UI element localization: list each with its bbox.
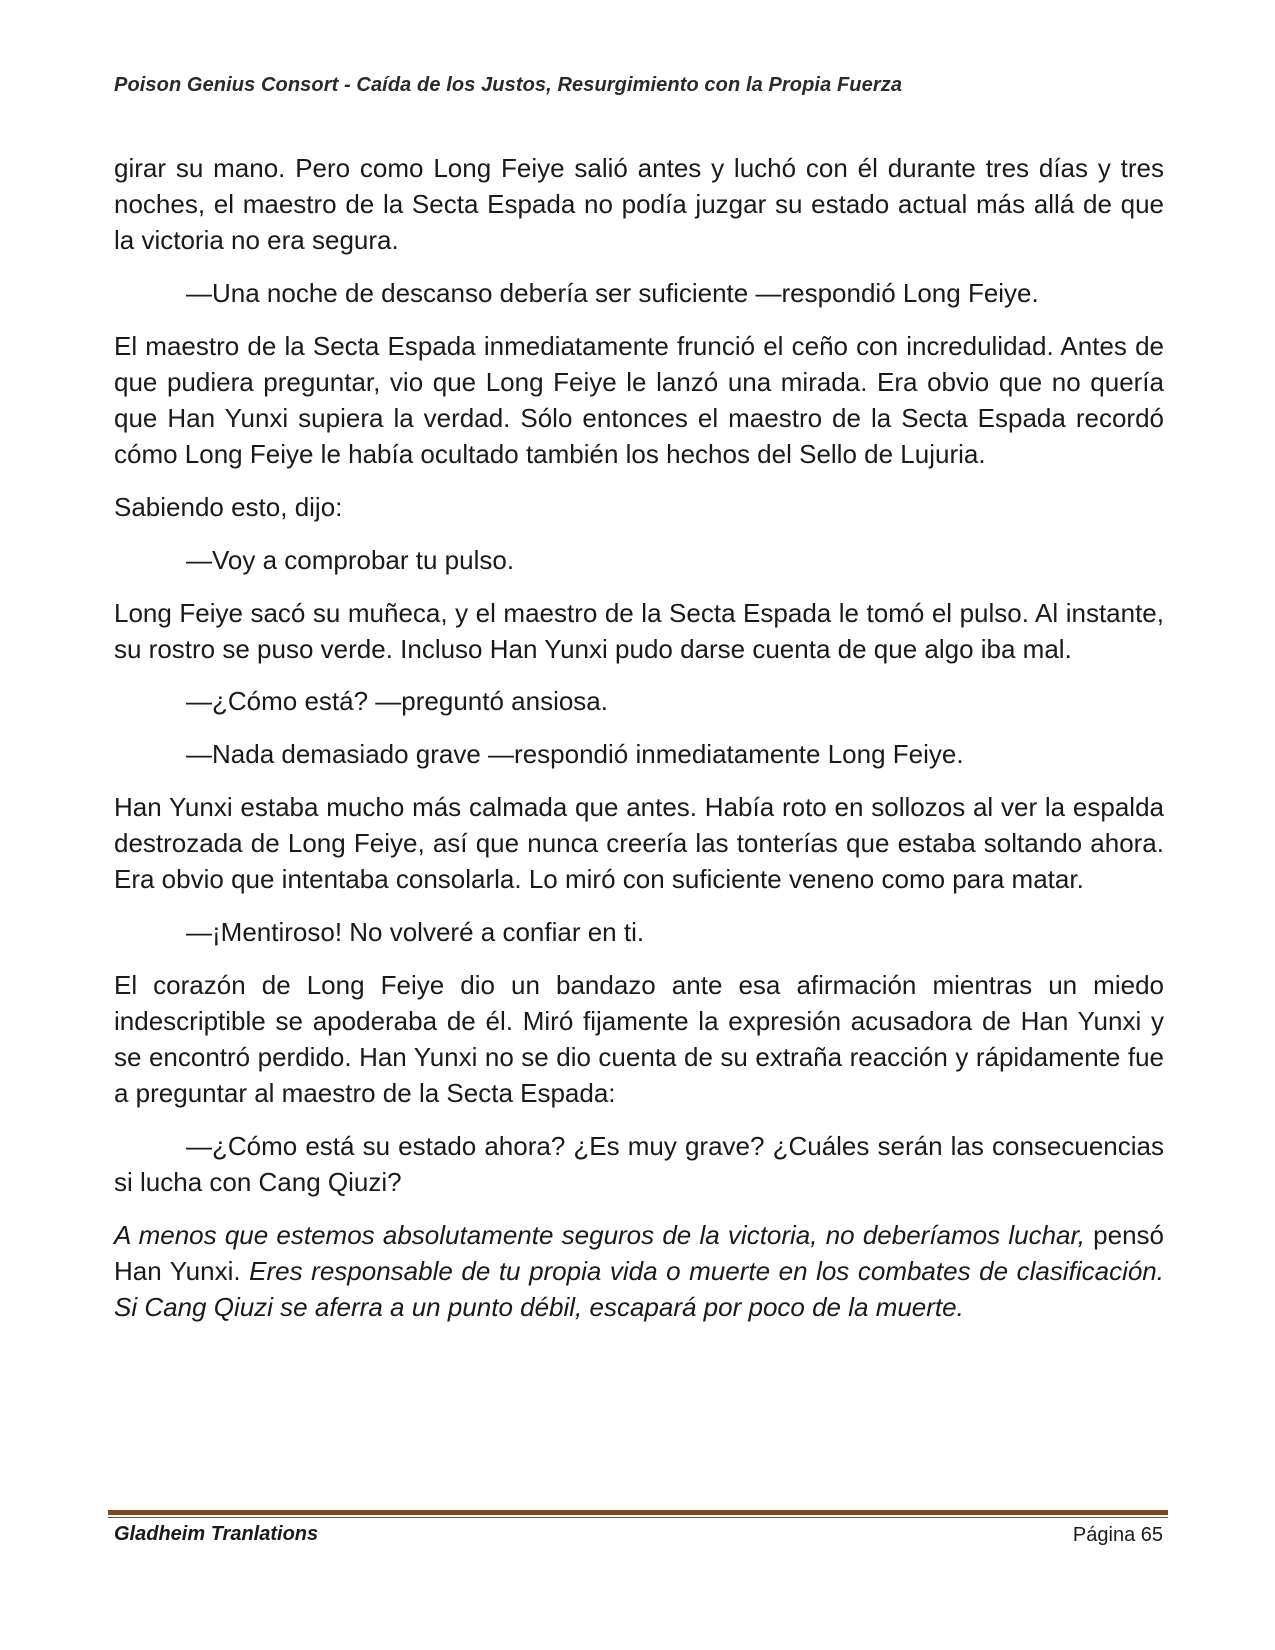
paragraph: Long Feiye sacó su muñeca, y el maestro de la Secta Espada le tomó el pulso. Al instante, su rostro se puso verde. Incluso Han Yunxi pudo darse cuenta de que algo iba mal. [114,597,1164,664]
paragraph: El maestro de la Secta Espada inmediatamente frunció el ceño con incredulidad. Antes de que pudiera preguntar, vio que Long Feiye le lanzó una mirada. Era obvio que no quería que Han Yunxi supiera la verdad. Sólo entonces el maestro de la Secta Espada recordó cómo Long Feiye le había ocultado también los hechos del Sello de Lujuria. [114,330,1164,470]
dialogue-line: —¿Cómo está su estado ahora? ¿Es muy grave? ¿Cuáles serán las consecuencias si lucha con Cang Qiuzi? [114,1130,1164,1198]
dialogue-line: —¿Cómo está? —preguntó ansiosa. [186,686,608,717]
paragraph: Sabiendo esto, dijo: [114,492,343,523]
thought-paragraph [114,1217,1164,1326]
running-header: Poison Genius Consort - Caída de los Justos, Resurgimiento con la Propia Fuerza [114,74,903,96]
footer-publisher: Gladheim Tranlations [114,1523,319,1545]
paragraph: Han Yunxi estaba mucho más calmada que antes. Había roto en sollozos al ver la espalda destrozada de Long Feiye, así que nunca creería las tonterías que estaba soltando ahora. Era obvio que intentaba consolarla. Lo miró con suficiente veneno como para matar. [114,791,1164,895]
footer-divider-thick [108,1510,1168,1515]
page-number: Página 65 [1072,1524,1163,1546]
dialogue-line: —¡Mentiroso! No volveré a confiar en ti. [186,916,645,947]
thought-text: Eres responsable de tu propia vida o muerte en los combates de clasificación. Si Cang Qiuzi se aferra a un punto débil, escapará por poco de la muerte. [114,1256,1164,1323]
page-body [114,150,1164,1342]
narration-text: pensó Han Yunxi. [114,1219,1164,1287]
paragraph: El corazón de Long Feiye dio un bandazo ante esa afirmación mientras un miedo indescriptible se apoderaba de él. Miró fijamente la expresión acusadora de Han Yunxi y se encontró perdido. Han Yunxi no se dio cuenta de su extraña reacción y rápidamente fue a preguntar al maestro de la Secta Espada: [114,969,1164,1109]
dialogue-line: —Voy a comprobar tu pulso. [186,544,515,575]
paragraph: girar su mano. Pero como Long Feiye salió antes y luchó con él durante tres días y tres noches, el maestro de la Secta Espada no podía juzgar su estado actual más allá de que la victoria no era segura. [114,153,1164,256]
dialogue-line: —Nada demasiado grave —respondió inmediatamente Long Feiye. [186,739,964,770]
dialogue-line: —Una noche de descanso debería ser suficiente —respondió Long Feiye. [186,278,1039,309]
footer-divider-thin [108,1517,1168,1518]
thought-text: A menos que estemos absolutamente seguros de la victoria, no deberíamos luchar, [114,1219,1085,1250]
